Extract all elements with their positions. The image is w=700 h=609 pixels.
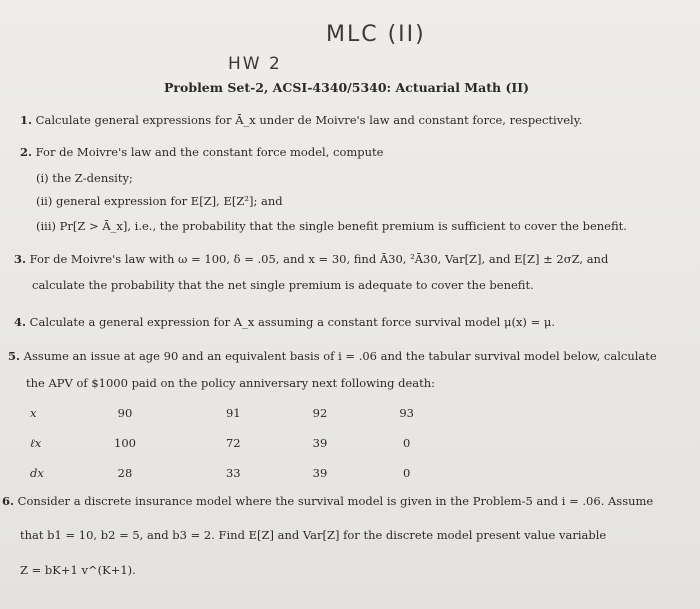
table-cell: 28	[117, 466, 133, 480]
problem-3-number: 3.	[14, 252, 27, 266]
problem-2-part-iii: (iii) Pr[Z > Ā_x], i.e., the probability that the single benefit premium is sufficient to cover the benefit.	[36, 219, 627, 233]
problem-1	[20, 113, 582, 127]
table-cell: 39	[312, 466, 328, 480]
problem-4-number: 4.	[14, 315, 27, 329]
problem-3-continuation: calculate the probability that the net single premium is adequate to cover the benefit.	[32, 278, 534, 292]
row-label-dx: dx	[30, 466, 44, 480]
problem-6-continuation-2: Z = bK+1 v^(K+1).	[20, 563, 136, 577]
problem-2-part-i: (i) the Z-density;	[36, 171, 133, 185]
problem-2	[20, 145, 383, 159]
table-row	[30, 458, 450, 488]
table-cell: 100	[114, 436, 136, 450]
table-cell: 91	[225, 406, 241, 420]
problem-3-text: For de Moivre's law with ω = 100, δ = .05, and x = 30, find Ā30, ²Ā30, Var[Z], and E[Z] ± 2σZ, and	[29, 252, 609, 266]
problem-1-text: Calculate general expressions for Ā_x under de Moivre's law and constant force, respectively.	[35, 113, 583, 127]
table-cell: 0	[402, 436, 411, 450]
row-label-lx: ℓx	[30, 436, 42, 450]
problem-6-number: 6.	[2, 494, 15, 508]
problem-6-text: Consider a discrete insurance model where the survival model is given in the Problem-5 and i = .06. Assume	[17, 494, 654, 508]
problem-3	[14, 252, 608, 266]
problem-6	[2, 494, 653, 508]
table-cell: 92	[312, 406, 328, 420]
problem-4	[14, 315, 555, 329]
table-row	[30, 398, 450, 428]
problem-2-text: For de Moivre's law and the constant force model, compute	[35, 145, 384, 159]
table-cell: 0	[402, 466, 411, 480]
problem-2-part-ii: (ii) general expression for E[Z], E[Z²]; and	[36, 194, 283, 208]
table-cell: 72	[225, 436, 241, 450]
table-cell: 39	[312, 436, 328, 450]
problem-5-continuation: the APV of $1000 paid on the policy anniversary next following death:	[26, 376, 436, 390]
problem-set-title: Problem Set-2, ACSI-4340/5340: Actuarial Math (II)	[164, 80, 529, 95]
table-row	[30, 428, 450, 458]
table-cell: 33	[225, 466, 241, 480]
problem-2-number: 2.	[20, 145, 33, 159]
problem-5-number: 5.	[8, 349, 21, 363]
handwritten-hw-note: HW 2	[228, 54, 282, 74]
problem-6-continuation-1: that b1 = 10, b2 = 5, and b3 = 2. Find E[Z] and Var[Z] for the discrete model present value variable	[20, 528, 607, 542]
table-cell: 93	[399, 406, 414, 420]
problem-4-text: Calculate a general expression for A_x assuming a constant force survival model μ(x) = μ.	[29, 315, 555, 329]
handwritten-course-note: MLC (II)	[326, 22, 426, 47]
problem-5-text: Assume an issue at age 90 and an equivalent basis of i = .06 and the tabular survival model below, calculate	[23, 349, 657, 363]
survival-table	[30, 398, 450, 488]
row-label-x: x	[30, 406, 37, 420]
problem-5	[8, 349, 657, 363]
problem-1-number: 1.	[20, 113, 33, 127]
table-cell: 90	[117, 406, 133, 420]
